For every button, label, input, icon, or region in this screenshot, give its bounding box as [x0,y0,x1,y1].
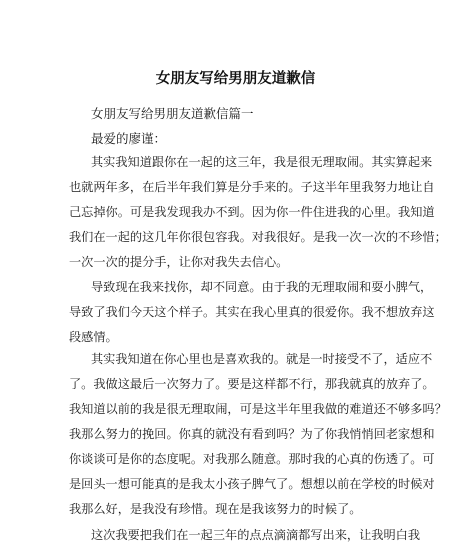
text-line: 导致了我们今天这个样子。其实在我心里真的很爱你。我不想放弃这 [69,305,435,319]
text-line: 了。我做这最后一次努力了。要是这样都不行，那我就真的放弃了。 [69,377,435,391]
document-subheading: 女朋友写给男朋友道歉信篇一 [91,106,254,121]
text-line: 我那么努力的挽回。你真的就没有看到吗？为了你我悄悄回老家想和 [69,427,435,441]
text-line: 也就两年多，在后半年我们算是分手来的。子这半年里我努力地让自 [69,180,435,194]
text-line: 一次一次的提分手，让你对我失去信心。 [69,255,289,269]
paragraph-4 [69,523,421,548]
text-line: 你谈谈可是你的态度呢。对我那么随意。那时我的心真的伤透了。可 [69,452,435,466]
text-line: 我那么好，是我没有珍惜。现在是我该努力的时候了。 [69,502,362,516]
salutation: 最爱的廖谨： [91,131,167,146]
text-line: 我知道以前的我是很无理取闹，可是这半年里我做的难道还不够多吗？ [69,402,447,416]
document-title: 女朋友写给男朋友道歉信 [155,71,316,87]
text-line: 其实我知道跟你在一起的这三年，我是很无理取闹。其实算起来 [91,155,433,169]
text-line: 导致现在我来找你，却不同意。由于我的无理取闹和耍小脾气， [91,280,433,294]
paragraph-3 [69,347,447,522]
text-line: 其实我知道在你心里也是喜欢我的。就是一时接受不了，适应不 [91,352,433,366]
text-line: 段感情。 [69,330,118,344]
paragraph-2 [69,275,435,350]
paragraph-1 [69,150,447,275]
text-line: 这次我要把我们在一起三年的点点滴滴都写出来，让我明白我 [91,528,421,542]
text-line: 我们在一起的这几年你很包容我。对我很好。是我一次一次的不珍惜； [69,230,447,244]
text-line: 是回头一想可能真的是我太小孩子脾气了。想想以前在学校的时候对 [69,477,435,491]
text-line: 己忘掉你。可是我发现我办不到。因为你一件住进我的心里。我知道 [69,205,435,219]
